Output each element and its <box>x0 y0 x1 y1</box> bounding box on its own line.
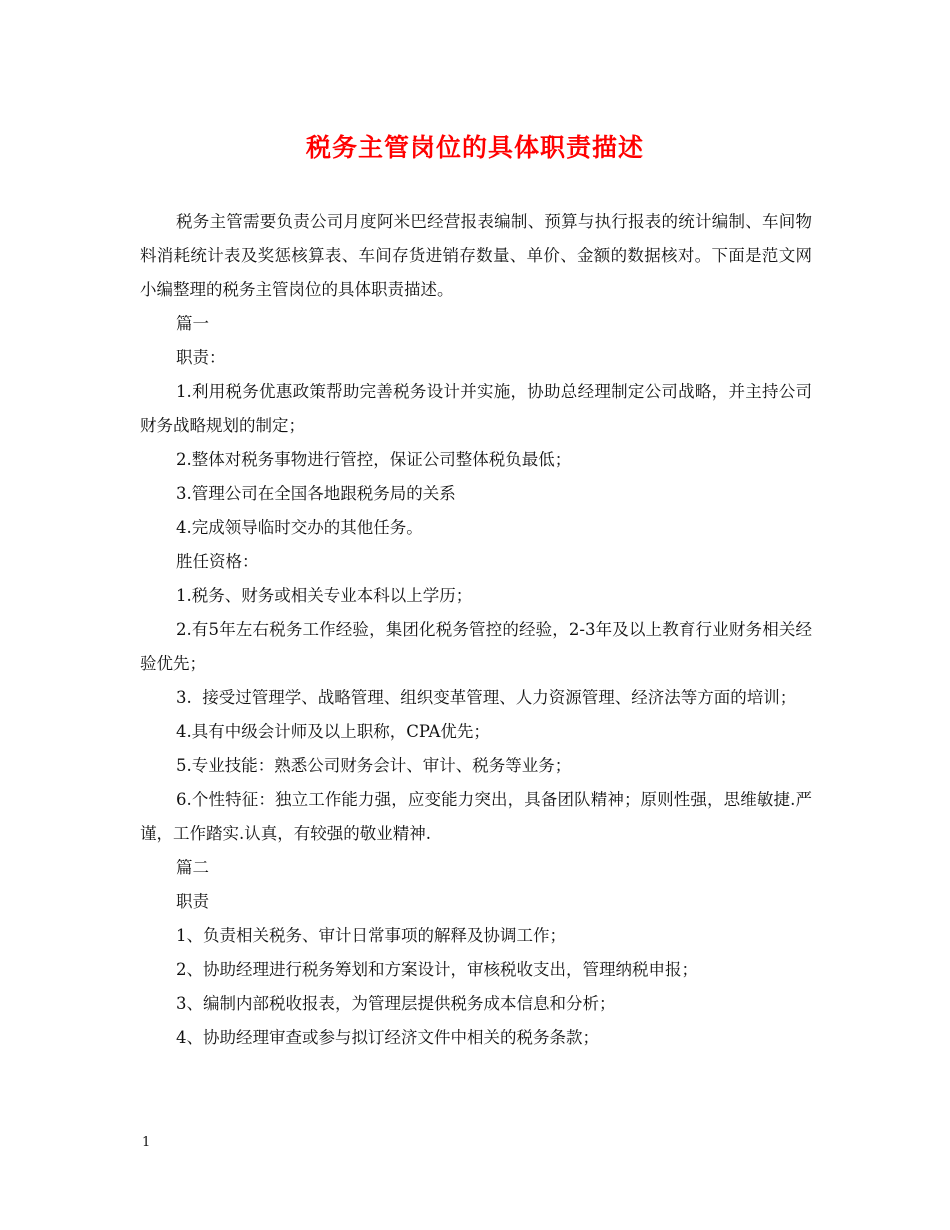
section-heading-2: 篇二 <box>176 858 209 877</box>
page-number: 1 <box>142 1135 151 1150</box>
duty-item: 1、负责相关税务、审计日常事项的解释及协调工作； <box>176 926 566 945</box>
qualification-item: 4.具有中级会计师及以上职称，CPA优先； <box>176 722 490 741</box>
qualification-item: 1.税务、财务或相关专业本科以上学历； <box>176 586 473 605</box>
qualification-item: 5.专业技能：熟悉公司财务会计、审计、税务等业务； <box>176 756 572 775</box>
duty-item: 2、协助经理进行税务筹划和方案设计，审核税收支出，管理纳税申报； <box>176 960 698 979</box>
qualifications-heading: 胜任资格： <box>176 552 259 571</box>
duty-item: 1.利用税务优惠政策帮助完善税务设计并实施，协助总经理制定公司战略，并主持公司财务战略规划的制定； <box>140 382 812 435</box>
duty-item: 2.整体对税务事物进行管控，保证公司整体税负最低； <box>176 450 572 469</box>
duty-item: 3.管理公司在全国各地跟税务局的关系 <box>176 484 456 503</box>
duty-item: 3、编制内部税收报表，为管理层提供税务成本信息和分析； <box>176 994 616 1013</box>
qualification-item: 3. 接受过管理学、战略管理、组织变革管理、人力资源管理、经济法等方面的培训； <box>176 688 797 707</box>
duties-heading: 职责： <box>176 348 226 367</box>
section-heading-1: 篇一 <box>176 314 209 333</box>
duty-item: 4、协助经理审查或参与拟订经济文件中相关的税务条款； <box>176 1028 599 1047</box>
page-title: 税务主管岗位的具体职责描述 <box>305 133 644 162</box>
qualification-item: 6.个性特征：独立工作能力强，应变能力突出，具备团队精神；原则性强，思维敏捷.严谨，工作踏实.认真，有较强的敬业精神. <box>140 790 812 843</box>
document-body <box>140 205 812 1055</box>
duty-item: 4.完成领导临时交办的其他任务。 <box>176 518 423 537</box>
qualification-item: 2.有5年左右税务工作经验，集团化税务管控的经验，2-3年及以上教育行业财务相关经验优先； <box>140 620 812 673</box>
intro-paragraph: 税务主管需要负责公司月度阿米巴经营报表编制、预算与执行报表的统计编制、车间物料消耗统计表及奖惩核算表、车间存货进销存数量、单价、金额的数据核对。下面是范文网小编整理的税务主管岗位的具体职责描述。 <box>140 212 812 299</box>
duties-heading: 职责 <box>176 892 209 911</box>
